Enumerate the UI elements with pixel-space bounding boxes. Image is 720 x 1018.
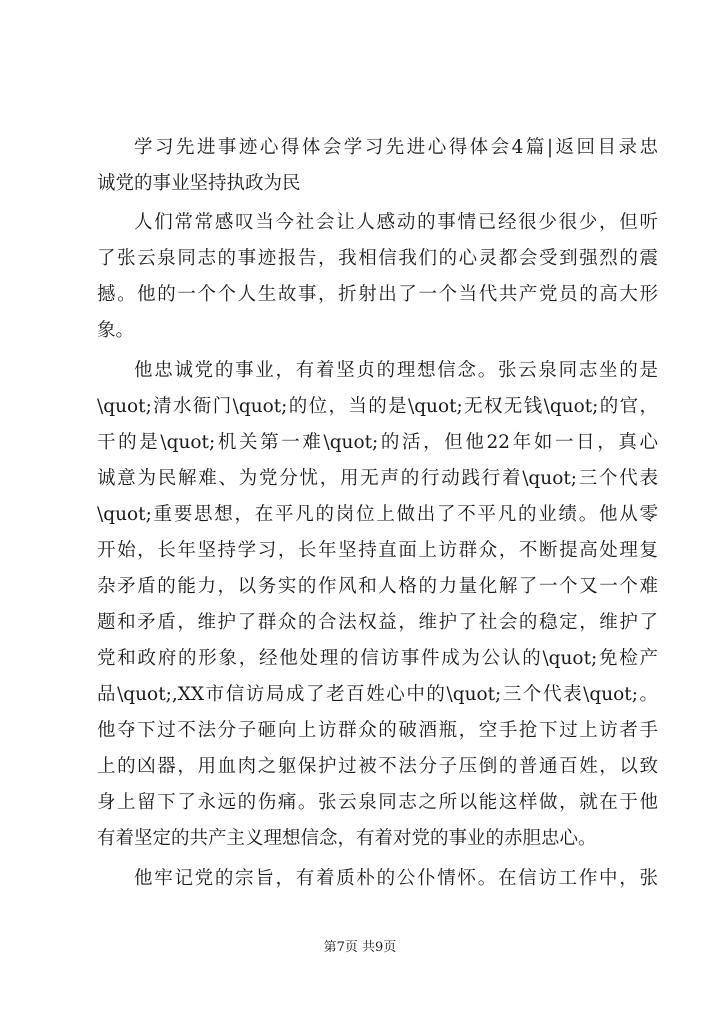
paragraph-first-line: 学习先进事迹心得体会学习先进心得体会4篇|返回目录忠 (134, 137, 658, 158)
paragraph-line: 象。 (97, 320, 135, 341)
paragraph-line: 有着坚定的共产主义理想信念，有着对党的事业的赤胆忠心。 (97, 828, 597, 849)
paragraph-line: 身上留下了永远的伤痛。张云泉同志之所以能这样做，就在于他 (97, 792, 658, 813)
paragraph-line: 上的凶器，用血肉之躯保护过被不法分子压倒的普通百姓，以致 (97, 756, 658, 777)
paragraph-line: 党和政府的形象，经他处理的信访事件成为公认的\quot;免检产 (97, 648, 658, 669)
paragraph-line: 干的是\quot;机关第一难\quot;的活，但他22年如一日，真心 (97, 432, 658, 453)
paragraph-line: \quot;重要思想，在平凡的岗位上做出了不平凡的业绩。他从零 (97, 504, 658, 525)
paragraph-line: \quot;清水衙门\quot;的位，当的是\quot;无权无钱\quot;的官， (97, 396, 658, 417)
paragraph-line: 杂矛盾的能力，以务实的作风和人格的力量化解了一个又一个难 (97, 576, 658, 597)
paragraph-line: 撼。他的一个个人生故事，折射出了一个当代共产党员的高大形 (97, 284, 658, 305)
paragraph-first-line: 他忠诚党的事业，有着坚贞的理想信念。张云泉同志坐的是 (134, 360, 658, 381)
paragraph-line: 诚党的事业坚持执政为民 (97, 173, 301, 194)
paragraph-line: 诚意为民解难、为党分忧，用无声的行动践行着\quot;三个代表 (97, 468, 658, 489)
paragraph-first-line: 他牢记党的宗旨，有着质朴的公仆情怀。在信访工作中，张 (134, 868, 658, 889)
paragraph-line: 他夺下过不法分子砸向上访群众的破酒瓶，空手抢下过上访者手 (97, 720, 658, 741)
paragraph-line: 品\quot;,XX市信访局成了老百姓心中的\quot;三个代表\quot;。 (97, 684, 658, 705)
page-number-footer: 第7页 共9页 (323, 940, 397, 955)
paragraph-line: 题和矛盾，维护了群众的合法权益，维护了社会的稳定，维护了 (97, 612, 658, 633)
paragraph-line: 开始，长年坚持学习，长年坚持直面上访群众，不断提高处理复 (97, 540, 658, 561)
paragraph-line: 了张云泉同志的事迹报告，我相信我们的心灵都会受到强烈的震 (97, 248, 658, 269)
paragraph-first-line: 人们常常感叹当今社会让人感动的事情已经很少很少，但听 (134, 212, 658, 233)
